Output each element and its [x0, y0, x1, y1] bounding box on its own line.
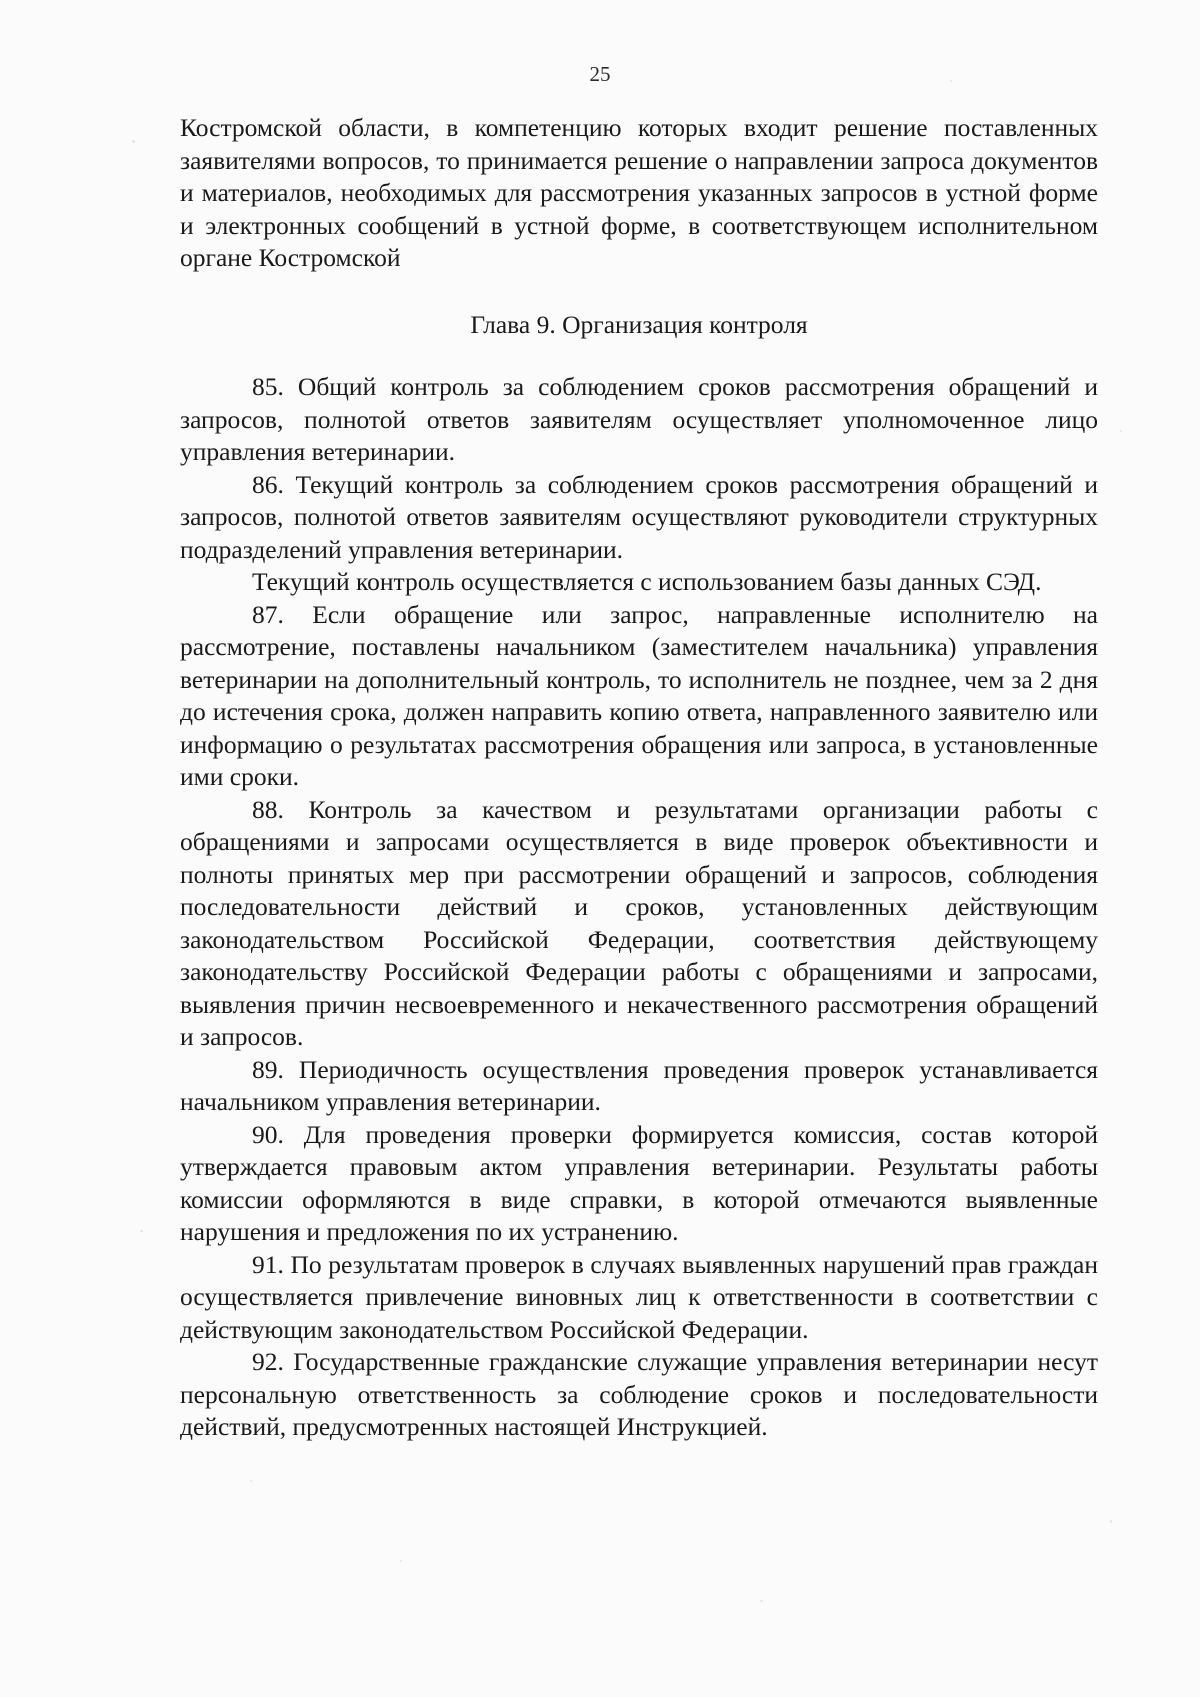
page-number: 25 — [589, 62, 611, 86]
scan-speckle — [140, 1230, 143, 1232]
scan-speckle — [760, 1600, 763, 1602]
paragraph-91: 91. По результатам проверок в случаях выявленных нарушений прав граждан осуществляется привлечение виновных лиц к ответственности в соответствии с действующим законодательством Российской Федерации. — [180, 1249, 1098, 1344]
scan-speckle — [1120, 430, 1122, 432]
document-body — [180, 112, 1098, 1444]
paragraph-90: 90. Для проведения проверки формируется комиссия, состав которой утверждается правовым актом управления ветеринарии. Результаты работы комиссии оформляются в виде справки, в которой отмечаются выявленные нарушения и предложения по их устранению. — [180, 1119, 1098, 1246]
scan-speckle — [250, 1480, 252, 1482]
scan-speckle — [950, 80, 952, 82]
paragraph-92: 92. Государственные гражданские служащие управления ветеринарии несут персональную ответственность за соблюдение сроков и последовательности действий, предусмотренных настоящей Инструкцией. — [180, 1347, 1098, 1441]
chapter-title: Глава 9. Организация контроля — [470, 309, 808, 339]
paragraph-86-note: Текущий контроль осуществляется с использованием базы данных СЭД. — [252, 567, 1042, 596]
scan-speckle — [1110, 1520, 1112, 1523]
paragraph-88: 88. Контроль за качеством и результатами организации работы с обращениями и запросами осуществляется в виде проверок объективности и полноты принятых мер при рассмотрении обращений и запросов, соблюдения последовательности действий и сроков, установленных действующим законодательством Российской Федерации, соответствия действующему законодательству Российской Федерации работы с обращениями и запросами, выявления причин несвоевременного и некачественного рассмотрения обращений и запросов. — [180, 794, 1098, 1051]
paragraph-89: 89. Периодичность осуществления проведения проверок устанавливается начальником управления ветеринарии. — [180, 1054, 1098, 1116]
intro-paragraph: Костромской области, в компетенцию которых входит решение поставленных заявителями вопросов, то принимается решение о направлении запроса документов и материалов, необходимых для рассмотрения указанных запросов в устной форме и электронных сообщений в устной форме, в соответствующем исполнительном органе Костромской — [180, 113, 1098, 272]
paragraph-87: 87. Если обращение или запрос, направленные исполнителю на рассмотрение, поставлены начальником (заместителем начальника) управления ветеринарии на дополнительный контроль, то исполнитель не позднее, чем за 2 дня до истечения срока, должен направить копию ответа, направленного заявителю или информацию о результатах рассмотрения обращения или запроса, в установленные ими сроки. — [180, 599, 1098, 791]
scan-speckle — [400, 1560, 402, 1562]
scan-speckle — [132, 140, 135, 143]
paragraph-85: 85. Общий контроль за соблюдением сроков рассмотрения обращений и запросов, полнотой ответов заявителям осуществляет уполномоченное лицо управления ветеринарии. — [180, 372, 1098, 466]
paragraph-86: 86. Текущий контроль за соблюдением сроков рассмотрения обращений и запросов, полнотой ответов заявителям осуществляют руководители структурных подразделений управления ветеринарии. — [180, 469, 1098, 564]
